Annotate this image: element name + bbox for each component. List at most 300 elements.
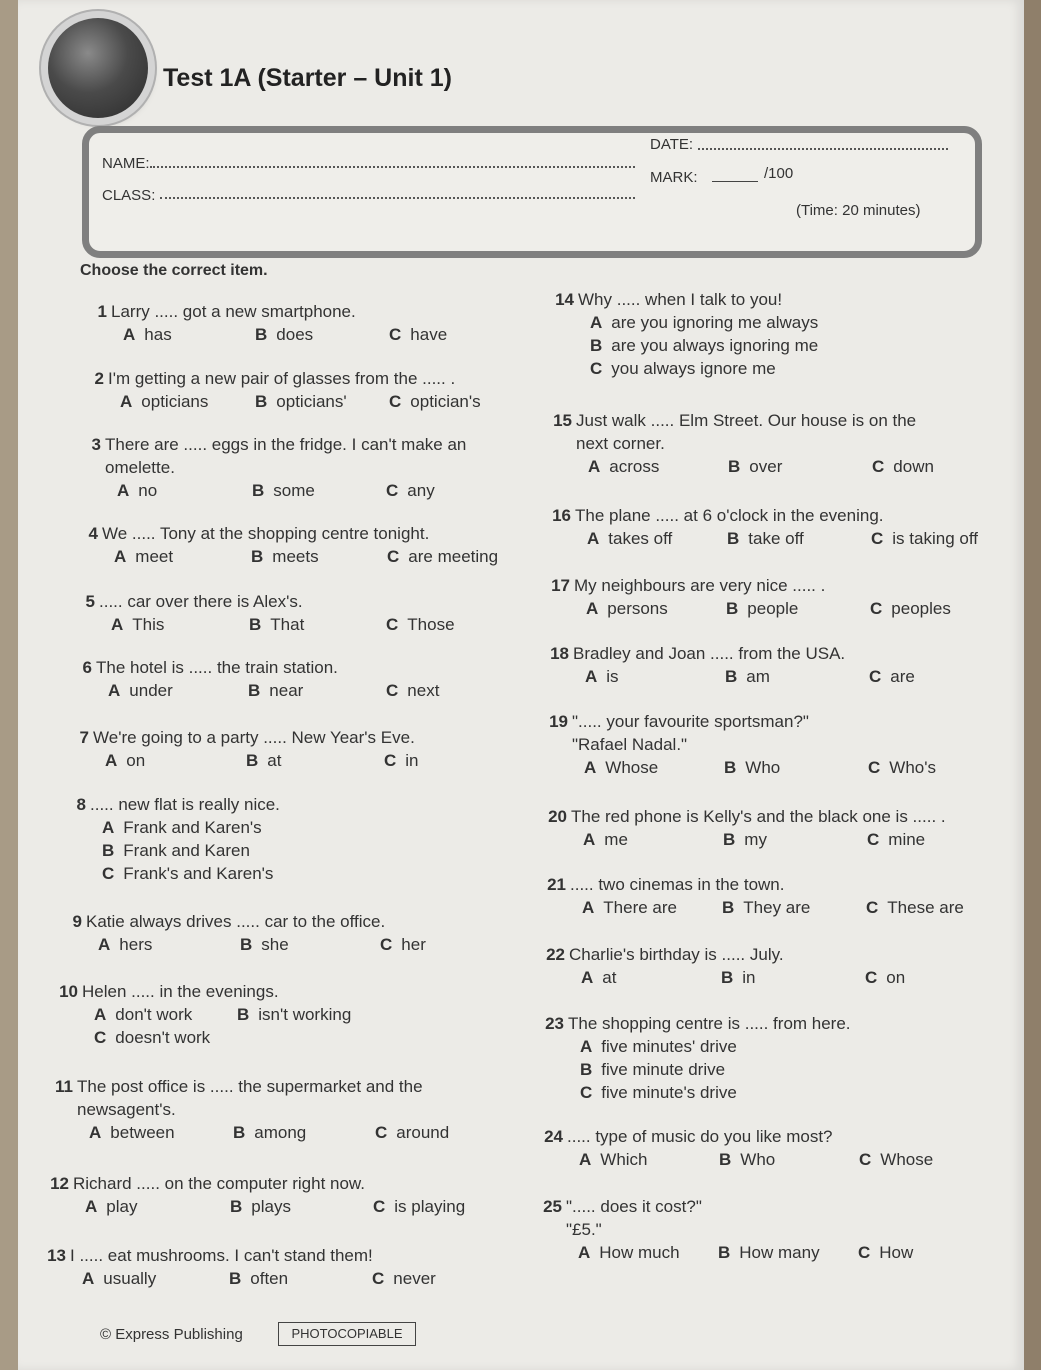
- question-13: [47, 1244, 436, 1290]
- option-letter: A: [89, 1123, 102, 1142]
- date-field[interactable]: [698, 148, 948, 150]
- option-text: often: [250, 1269, 289, 1288]
- option-letter: C: [865, 968, 878, 987]
- options-row: [571, 828, 946, 851]
- option-text: are: [890, 667, 915, 686]
- option-text: down: [893, 457, 934, 476]
- option-letter: A: [585, 667, 598, 686]
- option-letter: A: [111, 615, 124, 634]
- option-a[interactable]: [82, 1267, 156, 1290]
- question-text: Katie always drives ..... car to the office.: [86, 912, 386, 931]
- question-text: "..... does it cost?": [566, 1197, 702, 1216]
- option-letter: C: [102, 864, 115, 883]
- question-number: 20: [548, 807, 567, 826]
- options-row: [99, 613, 455, 636]
- option-b[interactable]: [726, 597, 798, 620]
- option-c[interactable]: [871, 527, 978, 550]
- option-text: hers: [119, 935, 153, 954]
- option-letter: A: [580, 1037, 593, 1056]
- option-letter: B: [248, 681, 261, 700]
- option-c[interactable]: [568, 1081, 851, 1104]
- option-letter: C: [858, 1243, 871, 1262]
- option-letter: A: [82, 1269, 95, 1288]
- question-25: [543, 1195, 914, 1264]
- option-c[interactable]: [872, 455, 934, 478]
- question-number: 25: [543, 1197, 562, 1216]
- option-c[interactable]: [90, 862, 280, 885]
- student-info-box: [82, 126, 982, 258]
- option-a[interactable]: [579, 1148, 648, 1171]
- option-text: They are: [743, 898, 811, 917]
- option-a[interactable]: [588, 455, 659, 478]
- question-text: ..... type of music do you like most?: [567, 1127, 833, 1146]
- class-field[interactable]: [160, 197, 635, 199]
- question-text: The red phone is Kelly's and the black one is ..... .: [571, 807, 946, 826]
- option-a[interactable]: [120, 390, 208, 413]
- question-text: Charlie's birthday is ..... July.: [569, 945, 784, 964]
- question-3: [91, 433, 467, 502]
- question-number: 15: [553, 411, 572, 430]
- option-text: are meeting: [408, 547, 499, 566]
- option-c[interactable]: [386, 479, 435, 502]
- options-row: [574, 597, 951, 620]
- question-10: [59, 980, 352, 1049]
- option-b[interactable]: [255, 390, 347, 413]
- question-text: Why ..... when I talk to you!: [578, 290, 783, 309]
- option-letter: C: [868, 758, 881, 777]
- option-a[interactable]: [111, 613, 164, 636]
- option-letter: C: [384, 751, 397, 770]
- option-letter: C: [389, 325, 402, 344]
- options-row: [575, 527, 978, 550]
- question-text: ..... new flat is really nice.: [90, 795, 280, 814]
- option-text: are you ignoring me always: [611, 313, 819, 332]
- option-letter: B: [725, 667, 738, 686]
- option-text: on: [886, 968, 906, 987]
- option-letter: A: [98, 935, 111, 954]
- option-text: doesn't work: [115, 1028, 211, 1047]
- option-letter: C: [590, 359, 603, 378]
- copyright: © Express Publishing: [100, 1326, 243, 1343]
- option-c[interactable]: [372, 1267, 436, 1290]
- option-text: my: [744, 830, 767, 849]
- option-text: Who: [745, 758, 781, 777]
- question-number: 22: [546, 945, 565, 964]
- option-letter: B: [251, 547, 264, 566]
- question-number: 9: [72, 912, 82, 931]
- option-text: Who: [740, 1150, 776, 1169]
- page-edge: [1024, 0, 1041, 1370]
- option-letter: B: [246, 751, 259, 770]
- option-a[interactable]: [578, 1241, 680, 1264]
- options-row: [567, 1148, 934, 1171]
- option-b[interactable]: [249, 613, 304, 636]
- option-letter: A: [583, 830, 596, 849]
- question-text: ..... car over there is Alex's.: [99, 592, 303, 611]
- option-letter: B: [727, 529, 740, 548]
- question-text-continued: omelette.: [105, 458, 175, 477]
- option-letter: C: [386, 681, 399, 700]
- question-18: [550, 642, 915, 688]
- option-letter: B: [249, 615, 262, 634]
- option-letter: A: [581, 968, 594, 987]
- option-text: play: [106, 1197, 138, 1216]
- option-letter: A: [584, 758, 597, 777]
- question-number: 11: [55, 1077, 73, 1096]
- question-15: [553, 409, 934, 478]
- option-letter: C: [867, 830, 880, 849]
- question-number: 18: [550, 644, 569, 663]
- options-row: [572, 756, 936, 779]
- name-label: NAME:: [102, 155, 150, 172]
- option-letter: C: [871, 529, 884, 548]
- option-b[interactable]: [725, 665, 770, 688]
- option-letter: C: [859, 1150, 872, 1169]
- option-text: usually: [103, 1269, 157, 1288]
- option-text: at: [602, 968, 617, 987]
- option-text: This: [132, 615, 165, 634]
- option-b[interactable]: [229, 1267, 288, 1290]
- option-letter: B: [721, 968, 734, 987]
- question-number: 12: [50, 1174, 69, 1193]
- instruction: Choose the correct item.: [80, 262, 268, 279]
- question-number: 13: [47, 1246, 66, 1265]
- option-b[interactable]: [578, 334, 818, 357]
- option-letter: A: [579, 1150, 592, 1169]
- option-text: opticians': [276, 392, 347, 411]
- question-number: 16: [552, 506, 571, 525]
- option-letter: C: [872, 457, 885, 476]
- question-text-continued: "Rafael Nadal.": [572, 735, 688, 754]
- option-letter: B: [590, 336, 603, 355]
- option-c[interactable]: [375, 1121, 449, 1144]
- question-text: I ..... eat mushrooms. I can't stand them!: [70, 1246, 373, 1265]
- option-letter: A: [85, 1197, 98, 1216]
- photocopiable-badge: PHOTOCOPIABLE: [278, 1322, 416, 1346]
- question-7: [79, 726, 419, 772]
- option-b[interactable]: [721, 966, 756, 989]
- option-letter: A: [114, 547, 127, 566]
- option-a[interactable]: [123, 323, 172, 346]
- question-24: [544, 1125, 934, 1171]
- question-number: 5: [85, 592, 95, 611]
- option-b[interactable]: [719, 1148, 775, 1171]
- option-letter: A: [102, 818, 115, 837]
- mark-field[interactable]: [712, 181, 758, 182]
- option-text: around: [396, 1123, 450, 1142]
- question-number: 3: [91, 435, 101, 454]
- option-a[interactable]: [586, 597, 668, 620]
- option-a[interactable]: [90, 816, 280, 839]
- option-b[interactable]: [248, 679, 303, 702]
- question-text-continued: newsagent's.: [77, 1100, 176, 1119]
- question-number: 14: [555, 290, 574, 309]
- option-b[interactable]: [718, 1241, 820, 1264]
- option-a[interactable]: [89, 1121, 175, 1144]
- option-c[interactable]: [387, 545, 498, 568]
- option-c[interactable]: [389, 390, 481, 413]
- option-text: That: [270, 615, 305, 634]
- option-letter: B: [229, 1269, 242, 1288]
- option-c[interactable]: [380, 933, 426, 956]
- option-text: on: [126, 751, 146, 770]
- option-text: near: [269, 681, 304, 700]
- options-row: [570, 896, 964, 919]
- question-text: The shopping centre is ..... from here.: [568, 1014, 851, 1033]
- option-letter: C: [870, 599, 883, 618]
- option-text: at: [267, 751, 282, 770]
- option-letter: A: [588, 457, 601, 476]
- option-letter: A: [105, 751, 118, 770]
- options-row: [576, 455, 934, 478]
- option-letter: A: [94, 1005, 107, 1024]
- option-c[interactable]: [389, 323, 447, 346]
- option-letter: B: [722, 898, 735, 917]
- option-letter: B: [726, 599, 739, 618]
- option-b[interactable]: [90, 839, 280, 862]
- option-text: don't work: [115, 1005, 193, 1024]
- options-row: [77, 1121, 450, 1144]
- option-letter: A: [117, 481, 130, 500]
- option-a[interactable]: [114, 545, 173, 568]
- question-20: [548, 805, 946, 851]
- option-letter: C: [372, 1269, 385, 1288]
- question-number: 6: [82, 658, 92, 677]
- question-9: [72, 910, 426, 956]
- option-a[interactable]: [582, 896, 677, 919]
- question-number: 8: [76, 795, 86, 814]
- option-letter: C: [380, 935, 393, 954]
- option-text: five minutes' drive: [601, 1037, 737, 1056]
- option-c[interactable]: [859, 1148, 933, 1171]
- option-text: meets: [272, 547, 319, 566]
- option-b[interactable]: [722, 896, 810, 919]
- option-letter: A: [586, 599, 599, 618]
- option-c[interactable]: [868, 756, 936, 779]
- option-text: in: [405, 751, 419, 770]
- option-letter: A: [108, 681, 121, 700]
- option-text: mine: [888, 830, 926, 849]
- option-a[interactable]: [94, 1003, 192, 1026]
- options-row: [73, 1195, 466, 1218]
- option-text: no: [138, 481, 158, 500]
- options-row: [566, 1241, 914, 1264]
- question-number: 17: [551, 576, 570, 595]
- question-number: 10: [59, 982, 78, 1001]
- option-letter: B: [723, 830, 736, 849]
- option-text: Frank and Karen: [123, 841, 250, 860]
- option-c[interactable]: [870, 597, 951, 620]
- option-text: she: [261, 935, 289, 954]
- question-text: The hotel is ..... the train station.: [96, 658, 338, 677]
- time-limit: (Time: 20 minutes): [796, 202, 921, 219]
- option-b[interactable]: [728, 455, 782, 478]
- option-c[interactable]: [386, 679, 439, 702]
- option-a[interactable]: [578, 311, 818, 334]
- option-letter: B: [728, 457, 741, 476]
- option-a[interactable]: [98, 933, 152, 956]
- option-b[interactable]: [252, 479, 315, 502]
- mark-total: /100: [764, 165, 794, 182]
- name-field[interactable]: [150, 166, 635, 168]
- option-a[interactable]: [117, 479, 157, 502]
- option-text: among: [254, 1123, 307, 1142]
- question-text: My neighbours are very nice ..... .: [574, 576, 826, 595]
- option-c[interactable]: [373, 1195, 465, 1218]
- option-a[interactable]: [105, 749, 145, 772]
- question-number: 1: [97, 302, 107, 321]
- option-letter: B: [240, 935, 253, 954]
- option-b[interactable]: [246, 749, 281, 772]
- worksheet-page: [18, 0, 1024, 1370]
- mark-label: MARK:: [650, 169, 698, 186]
- question-4: [88, 522, 499, 568]
- option-c[interactable]: [384, 749, 419, 772]
- option-letter: C: [869, 667, 882, 686]
- option-b[interactable]: [230, 1195, 291, 1218]
- option-letter: C: [373, 1197, 386, 1216]
- option-c[interactable]: [866, 896, 964, 919]
- question-text: Bradley and Joan ..... from the USA.: [573, 644, 846, 663]
- option-a[interactable]: [584, 756, 658, 779]
- options-row: [111, 323, 448, 346]
- option-c[interactable]: [578, 357, 818, 380]
- option-text: peoples: [891, 599, 951, 618]
- question-5: [85, 590, 455, 636]
- question-text: "..... your favourite sportsman?": [572, 712, 809, 731]
- option-letter: B: [724, 758, 737, 777]
- question-17: [551, 574, 951, 620]
- option-letter: C: [580, 1083, 593, 1102]
- question-text: Helen ..... in the evenings.: [82, 982, 279, 1001]
- question-text: There are ..... eggs in the fridge. I can't make an: [105, 435, 467, 454]
- option-c[interactable]: [94, 1026, 210, 1049]
- question-text: Just walk ..... Elm Street. Our house is on the: [576, 411, 917, 430]
- option-a[interactable]: [587, 527, 672, 550]
- option-text: These are: [887, 898, 964, 917]
- unit-logo-icon: [48, 18, 148, 118]
- option-c[interactable]: [867, 828, 925, 851]
- question-text: Richard ..... on the computer right now.: [73, 1174, 365, 1193]
- test-title: Test 1A (Starter – Unit 1): [163, 64, 452, 92]
- option-text: Whose: [880, 1150, 934, 1169]
- question-number: 19: [549, 712, 568, 731]
- question-21: [547, 873, 964, 919]
- option-letter: C: [94, 1028, 107, 1047]
- option-text: is playing: [394, 1197, 466, 1216]
- question-6: [82, 656, 440, 702]
- question-22: [546, 943, 906, 989]
- option-letter: C: [866, 898, 879, 917]
- question-12: [50, 1172, 466, 1218]
- option-text: Whose: [605, 758, 659, 777]
- option-c[interactable]: [869, 665, 915, 688]
- option-letter: B: [255, 325, 268, 344]
- option-b[interactable]: [237, 1003, 351, 1026]
- option-letter: A: [123, 325, 136, 344]
- options-row: [102, 545, 499, 568]
- options-row: [108, 390, 481, 413]
- option-text: isn't working: [258, 1005, 352, 1024]
- option-text: Which: [600, 1150, 648, 1169]
- option-text: some: [273, 481, 315, 500]
- question-text: Larry ..... got a new smartphone.: [111, 302, 356, 321]
- options-row: [573, 665, 915, 688]
- option-text: does: [276, 325, 314, 344]
- question-14: [555, 288, 819, 380]
- question-number: 21: [547, 875, 566, 894]
- options-row: [93, 749, 419, 772]
- date-label: DATE:: [650, 136, 694, 153]
- option-b[interactable]: [723, 828, 767, 851]
- option-b[interactable]: [233, 1121, 306, 1144]
- option-b[interactable]: [255, 323, 313, 346]
- option-letter: B: [252, 481, 265, 500]
- question-2: [94, 367, 481, 413]
- option-a[interactable]: [85, 1195, 137, 1218]
- option-c[interactable]: [858, 1241, 913, 1264]
- option-text: take off: [748, 529, 804, 548]
- option-text: opticians: [141, 392, 209, 411]
- options-row: [96, 679, 440, 702]
- option-letter: B: [233, 1123, 246, 1142]
- options-row: [105, 479, 466, 502]
- question-8: [76, 793, 280, 885]
- option-text: under: [129, 681, 173, 700]
- question-number: 23: [545, 1014, 564, 1033]
- option-a[interactable]: [581, 966, 616, 989]
- option-c[interactable]: [386, 613, 455, 636]
- option-a[interactable]: [583, 828, 628, 851]
- options-row: [70, 1267, 436, 1290]
- option-text: meet: [135, 547, 174, 566]
- option-text: persons: [607, 599, 668, 618]
- option-text: next: [407, 681, 440, 700]
- option-a[interactable]: [568, 1035, 851, 1058]
- option-b[interactable]: [240, 933, 289, 956]
- option-text: five minute drive: [601, 1060, 726, 1079]
- option-text: me: [604, 830, 628, 849]
- option-a[interactable]: [108, 679, 173, 702]
- question-16: [552, 504, 978, 550]
- option-letter: A: [582, 898, 595, 917]
- option-b[interactable]: [727, 527, 804, 550]
- option-text: Those: [407, 615, 455, 634]
- option-text: optician's: [410, 392, 481, 411]
- option-letter: B: [718, 1243, 731, 1262]
- option-b[interactable]: [568, 1058, 851, 1081]
- option-b[interactable]: [724, 756, 780, 779]
- option-text: How many: [739, 1243, 820, 1262]
- option-a[interactable]: [585, 665, 619, 688]
- question-1: [97, 300, 448, 346]
- option-b[interactable]: [251, 545, 319, 568]
- option-letter: B: [230, 1197, 243, 1216]
- option-text: never: [393, 1269, 436, 1288]
- options-row: [82, 1026, 279, 1049]
- option-c[interactable]: [865, 966, 905, 989]
- option-letter: C: [386, 481, 399, 500]
- option-text: plays: [251, 1197, 291, 1216]
- option-letter: C: [375, 1123, 388, 1142]
- question-text: The plane ..... at 6 o'clock in the evening.: [575, 506, 884, 525]
- option-text: is: [606, 667, 619, 686]
- option-letter: B: [237, 1005, 250, 1024]
- option-text: How: [879, 1243, 914, 1262]
- question-number: 24: [544, 1127, 563, 1146]
- option-letter: A: [590, 313, 603, 332]
- option-letter: A: [120, 392, 133, 411]
